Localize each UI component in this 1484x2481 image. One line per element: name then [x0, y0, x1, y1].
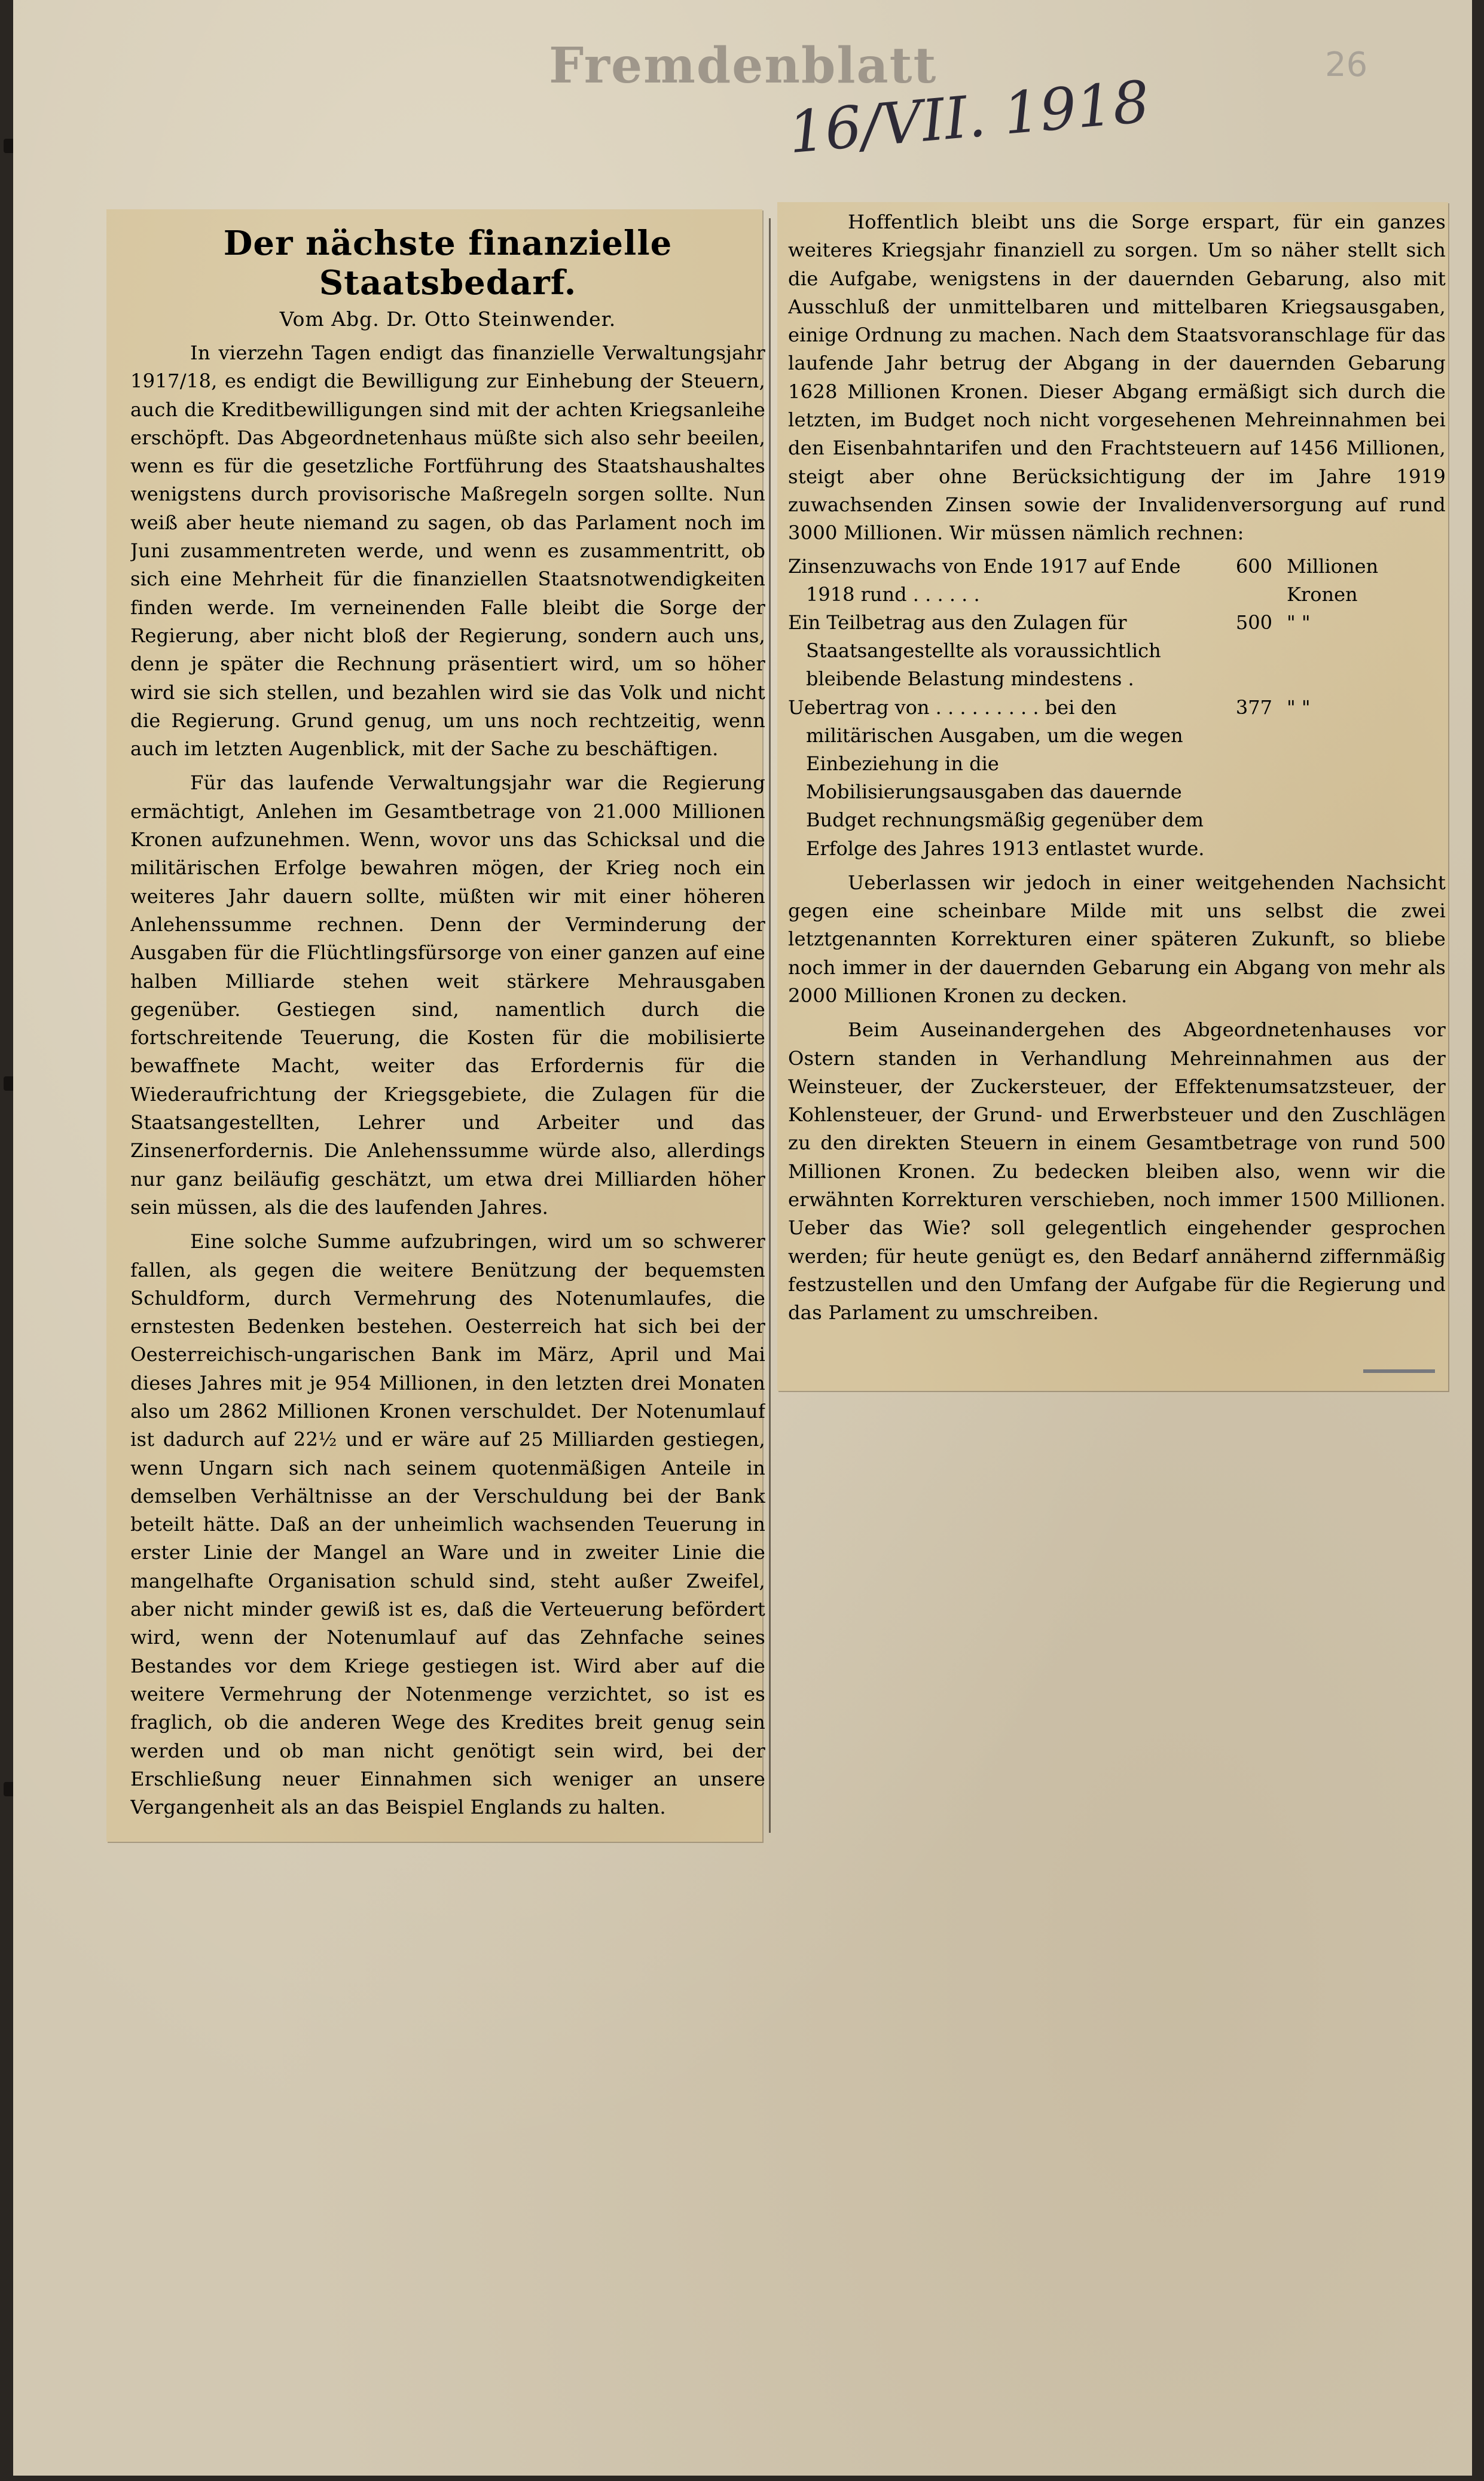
paragraph: Hoffentlich bleibt uns die Sorge erspart, für ein ganzes weiteres Kriegsjahr finanziell zu sorgen. Um so näher stellt sich die Aufgabe, wenigstens in der dauernden Gebarung, also mit Ausschluß der unmittelbaren und mittelbaren Kriegsausgaben, einige Ordnung zu machen. Nach dem Staatsvoranschlage für das laufende Jahr betrug der Abgang in der dauernden Gebarung 1628 Millionen Kronen. Dieser Abgang ermäßigt sich durch die letzten, im Budget noch nicht vorgesehenen Mehreinnahmen bei den Eisenbahntarifen und den Frachtsteuern auf 1456 Millionen, steigt aber ohne Berücksichtigung der im Jahre 1919 zuwachsenden Zinsen sowie der Invalidenversorgung auf rund 3000 Millionen. Wir müssen nämlich rechnen: [788, 210, 1446, 545]
paragraph: Ueberlassen wir jedoch in einer weitgehenden Nachsicht gegen eine scheinbare Milde mit uns selbst die zwei letztgenannten Korrekturen einer späteren Zukunft, so bliebe noch immer in der dauernden Gebarung ein Abgang von mehr als 2000 Millionen Kronen zu decken. [788, 871, 1446, 1007]
newspaper-stamp: Fremdenblatt [549, 37, 938, 94]
handwritten-date: 16/VII. 1918 [786, 68, 1152, 167]
article-column-right [788, 208, 1446, 1386]
end-rule [1363, 1369, 1435, 1373]
column-divider [769, 218, 771, 1833]
page-number: 26 [1325, 45, 1368, 84]
budget-amount: 600 [1235, 554, 1272, 578]
article-byline: Vom Abg. Dr. Otto Steinwender. [279, 307, 616, 331]
budget-unit: " " [1287, 611, 1311, 634]
budget-table [788, 553, 1446, 863]
budget-description: Ein Teilbetrag aus den Zulagen für Staatsangestellte als voraussichtlich bleibende Belastung mindestens . [788, 611, 1161, 691]
budget-unit: " " [1287, 695, 1311, 719]
budget-unit: Millionen Kronen [1287, 554, 1379, 606]
budget-description: Zinsenzuwachs von Ende 1917 auf Ende 1918 rund . . . . . . [788, 554, 1181, 606]
budget-row [788, 694, 1446, 863]
budget-amount: 377 [1235, 695, 1272, 719]
budget-row [788, 553, 1446, 609]
binding-hole [4, 1076, 13, 1091]
paragraph: Eine solche Summe aufzubringen, wird um so schwerer fallen, als gegen die weitere Benützung der bequemsten Schuldform, durch Vermehrung des Notenumlaufes, die ernstesten Bedenken bestehen. Oesterreich hat sich bei der Oesterreichisch-ungarischen Bank im März, April und Mai dieses Jahres mit je 954 Millionen, in den letzten drei Monaten also um 2862 Millionen Kronen verschuldet. Der Notenumlauf ist dadurch auf 22½ und er wäre auf 25 Milliarden gestiegen, wenn Ungarn sich nach seinem quotenmäßigen Anteile in demselben Verhältnisse an der Verschuldung bei der Bank beteilt hätte. Daß an der unheimlich wachsenden Teuerung in erster Linie der Mangel an Ware und in zweiter Linie die mangelhafte Organisation schuld sind, steht außer Zweifel, aber nicht minder gewiß ist es, daß die Verteuerung befördert wird, wenn der Notenumlauf auf das Zehnfache seines Bestandes vor dem Kriege gestiegen ist. Wird aber auf die weitere Vermehrung der Notenmenge verzichtet, so ist es fraglich, ob die anderen Wege des Kredites breit genug sein werden und ob man nicht genötigt sein wird, bei der Erschließung neuer Einnahmen sich weniger an unsere Vergangenheit als an das Beispiel Englands zu halten. [130, 1230, 765, 1819]
binding-hole [4, 139, 13, 153]
article-title: Der nächste finanzielle Staatsbedarf. [223, 224, 673, 303]
article-column-left [130, 215, 765, 1837]
paragraph: Für das laufende Verwaltungsjahr war die Regierung ermächtigt, Anlehen im Gesamtbetrage von 21.000 Millionen Kronen aufzunehmen. Wenn, wovor uns das Schicksal und die militärischen Erfolge bewahren mögen, der Krieg noch ein weiteres Jahr dauern sollte, müßten wir mit einer höheren Anlehenssumme rechnen. Denn der Verminderung der Ausgaben für die Flüchtlingsfürsorge von einer ganzen auf eine halben Milliarde stehen weit stärkere Mehrausgaben gegenüber. Gestiegen sind, namentlich durch die fortschreitende Teuerung, die Kosten für die mobilisierte bewaffnete Macht, weiter das Erfordernis für die Wiederaufrichtung der Kriegsgebiete, die Zulagen für die Staatsangestellten, Lehrer und Arbeiter und das Zinsenerfordernis. Die Anlehenssumme würde also, allerdings nur ganz beiläufig geschätzt, um etwa drei Milliarden höher sein müssen, als die des laufenden Jahres. [130, 771, 765, 1219]
binding-hole [4, 1782, 13, 1796]
paragraph: In vierzehn Tagen endigt das finanzielle Verwaltungsjahr 1917/18, es endigt die Bewilligung zur Einhebung der Steuern, auch die Kreditbewilligungen sind mit der achten Kriegsanleihe erschöpft. Das Abgeordnetenhaus müßte sich also sehr beeilen, wenn es für die gesetzliche Fortführung des Staatshaushaltes wenigstens durch provisorische Maßregeln sorgen sollte. Nun weiß aber heute niemand zu sagen, ob das Parlament noch im Juni zusammentreten werde, und wenn es zusammentritt, ob sich eine Mehrheit für die finanziellen Staatsnotwendigkeiten finden werde. Im verneinenden Falle bleibt die Sorge der Regierung, aber nicht bloß der Regierung, sondern auch uns, denn je später die Rechnung präsentiert wird, um so höher wird sie sich stellen, und bezahlen wird sie das Volk und nicht die Regierung. Grund genug, um uns noch rechtzeitig, wenn auch im letzten Augenblick, mit der Sache zu beschäftigen. [130, 341, 765, 761]
budget-amount: 500 [1235, 611, 1272, 634]
budget-description: Uebertrag von . . . . . . . . . bei den militärischen Ausgaben, um die wegen Einbeziehung in die Mobilisierungsausgaben das dauernde Budget rechnungsmäßig gegenüber dem Erfolge des Jahres 1913 entlastet wurde. [788, 695, 1205, 860]
paragraph: Beim Auseinandergehen des Abgeordnetenhauses vor Ostern standen in Verhandlung Mehreinnahmen aus der Weinsteuer, der Zuckersteuer, der Effektenumsatzsteuer, der Kohlensteuer, der Grund- und Erwerbsteuer und den Zuschlägen zu den direkten Steuern in einem Gesamtbetrage von rund 500 Millionen Kronen. Zu bedecken bleiben also, wenn wir die erwähnten Korrekturen verschieben, noch immer 1500 Millionen. Ueber das Wie? soll gelegentlich eingehender gesprochen werden; für heute genügt es, den Bedarf annähernd ziffernmäßig festzustellen und den Umfang der Aufgabe für die Regierung und das Parlament zu umschreiben. [788, 1018, 1446, 1325]
budget-row [788, 609, 1446, 694]
